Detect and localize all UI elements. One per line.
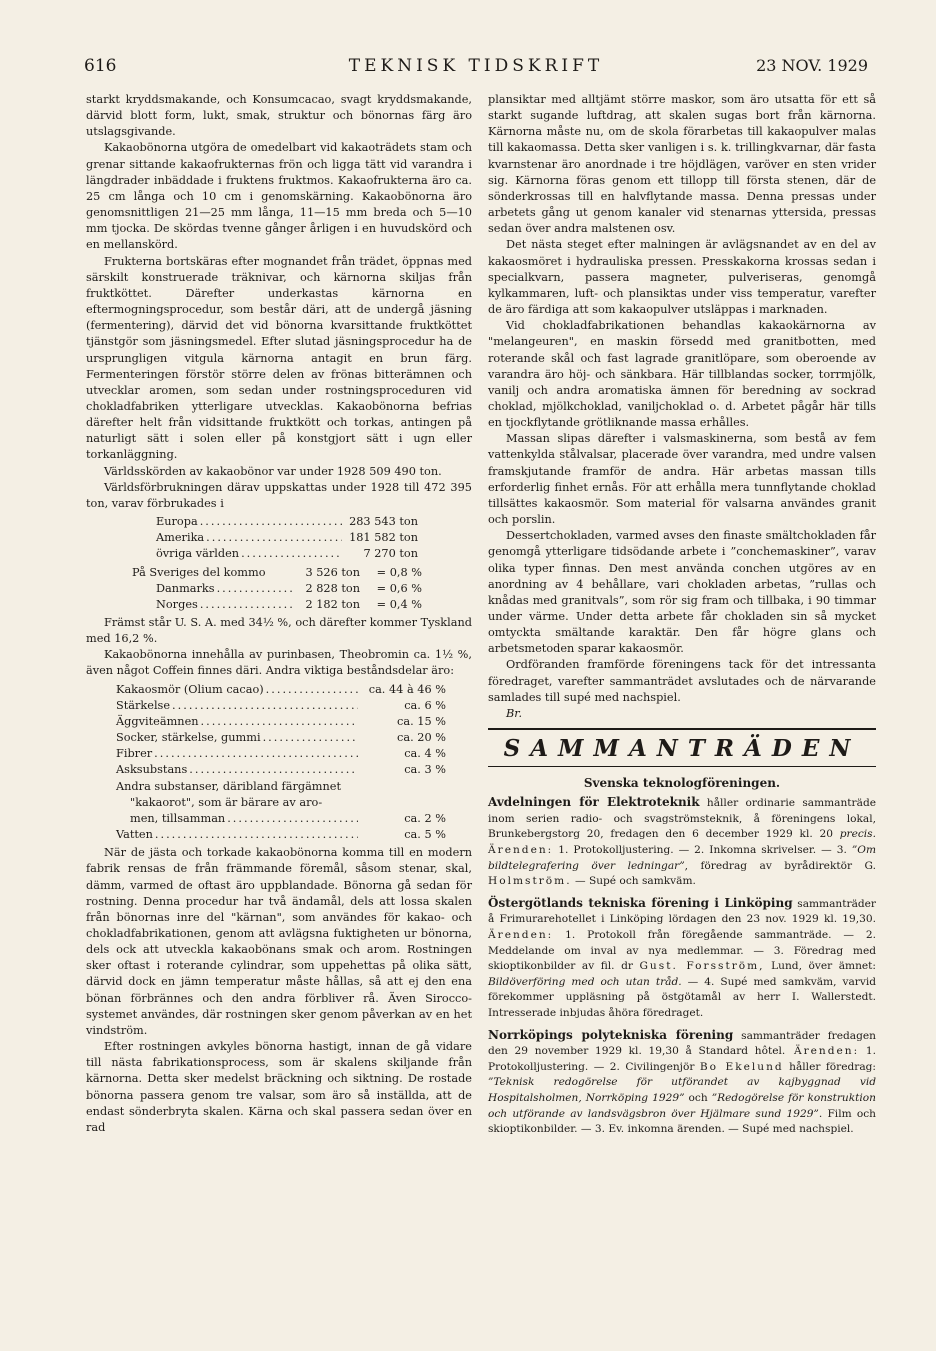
section-rule-bottom — [488, 766, 876, 767]
ann-text: ”Teknisk redogörelse för utförandet av kajbyggnad vid Hospitalsholmen, Norrköping 1929” — [488, 1076, 876, 1104]
table-row — [116, 779, 446, 795]
row-label: Äggviteämnen — [116, 714, 199, 728]
table-row — [116, 682, 446, 698]
paragraph: Kakaobönorna innehålla av purinbasen, Theobromin ca. 1½ %, även något Coffein finnes däri. Andra viktiga beståndsdelar äro: — [86, 648, 472, 678]
issue-date: 23 NOV. 1929 — [756, 56, 868, 75]
ann-text: Gust. Forsström, — [639, 960, 765, 973]
ann-text: sammanträder å Frimurarehotellet i Linköping lördagen den 23 nov. 1929 kl. 19,30. — [488, 897, 876, 926]
row-label: På Sveriges del kommo — [132, 565, 266, 579]
section-title: SAMMANTRÄDEN — [503, 735, 861, 763]
page-number: 616 — [84, 56, 117, 76]
ann-text: och — [684, 1091, 712, 1104]
ann-text: 1. Protokoll från föregående sammanträde. — 2. Meddelande om inval av nya medlemmar. — 3. Föredrag med skioptikonbilder av fil. dr — [488, 929, 876, 973]
table-row — [116, 714, 446, 730]
org-name: Norrköpings polytekniska förening — [488, 1027, 734, 1042]
row-value: 2 828 ton — [305, 581, 360, 595]
row-label: Socker, stärkelse, gummi — [116, 731, 261, 745]
signature: Br. — [506, 706, 523, 720]
ann-text: Bo Ekelund — [699, 1060, 784, 1073]
table-row — [116, 811, 446, 827]
table-row — [116, 795, 446, 811]
row-label: men, tillsamman — [130, 811, 226, 825]
ann-text: Bildöverföring med och utan tråd. — [488, 975, 682, 988]
ann-text: Ärenden: — [488, 929, 554, 941]
ann-text: , föredrag av byrådirektör G. — [684, 859, 877, 872]
row-label: Kakaosmör (Olium cacao) — [116, 682, 264, 696]
row-value: ca. 4 % — [404, 747, 446, 761]
table-row — [116, 827, 446, 843]
ann-text: — Supé och samkväm. — [571, 875, 696, 888]
row-value: ca. 3 % — [404, 763, 446, 777]
right-column — [488, 92, 876, 1144]
consumption-table — [86, 514, 418, 562]
ann-text: ”Redogörelse för konstruktion och utförande av landsvägsbron över Hjälmare sund 1929”. — [488, 1091, 876, 1120]
paragraph: Världsskörden av kakaobönor var under 1928 509 490 ton. — [104, 464, 442, 478]
ann-text: Holmström. — [488, 875, 572, 888]
row-label: Europa — [156, 515, 198, 529]
paragraph: Ordföranden framförde föreningens tack för det intressanta föredraget, varefter sammanträdet avslutades och de närvarande samlades till supé med nachspiel. — [488, 658, 876, 704]
paragraph: När de jästa och torkade kakaobönorna komma till en modern fabrik rensas de från främmande föremål, såsom stenar, skal, dämm, varmed de oftast äro uppblandade. Bönorna gå sedan för rostning. Denna procedur har två ändamål, dels att lossa skalen från bönornas inre del "kärnan", som användes för kakao- och chokladfabrikationen, genom att avlägsna fuktigheten ur bönorna, dels ock att utveckla kakaobönans smak och arom. Rostningen sker oftast i roterande cylindrar, som uppehettas på olika sätt, därvid dock en jämn temperatur måste hållas, så att ej den ena bönan förbrännes och den andra förbliver rå. Även Sirocco-systemet användes, där rostningen sker genom påverkan av en het vindström. — [86, 846, 472, 1037]
announcement-ostergotland — [488, 896, 876, 1022]
row-label: Fibrer — [116, 747, 153, 761]
paragraph: starkt kryddsmakande, och Konsumcacao, svagt kryddsmakande, därvid blott form, lukt, smak, struktur och bönornas färg äro utslagsgivande. — [86, 93, 472, 139]
ann-text: Lund, över ämnet: — [764, 960, 876, 973]
row-value: ca. 2 % — [404, 811, 446, 825]
row-label: Andra substanser, däribland färgämnet — [116, 779, 342, 793]
paragraph: Efter rostningen avkyles bönorna hastigt, innan de gå vidare till nästa fabrikationsprocess, som är skalens skiljande från kärnorna. Detta sker medelst bräckning och siktning. De rostade bönorna passera genom tre valsar, som äro så inställda, att de endast sönderbryta skalen. Kärna och skal passera sedan över en rad — [86, 1040, 472, 1134]
paragraph: Frukterna bortskäras efter mognandet från trädet, öppnas med särskilt konstruerade träknivar, och kärnorna skiljas från fruktköttet. Därefter underkastas kärnorna en eftermogningsprocedur, som består däri, att de undergå jäsning (fermentering), därvid det vid bönorna kvarsittande fruktköttet tjänstgör som jäsningsmedel. Efter slutad jäsningsprocedur ha de ursprungligen vitgula kärnorna antagit en brun färg. Fermenteringen förstör större delen av frönas bitterämnen och utvecklar aromen, som sedan under rostningsproceduren vid chokladfabriken ytterligare utvecklas. Kakaobönorna befrias därefter helt från vidsittande fruktkött och torkas, antingen på naturligt sätt i solen eller på konstgjort sätt i ugn eller torkanläggning. — [86, 254, 472, 462]
ann-text: 1. Protokolljustering. — 2. Civilingenjör — [488, 1045, 876, 1073]
org-name: Avdelningen för Elektroteknik — [488, 795, 700, 810]
ann-text: 1. Protokolljustering. — 2. Inkomna skrivelser. — 3. — [553, 844, 852, 857]
row-label: Vatten — [116, 828, 153, 842]
ann-text: Film och skioptikonbilder. — 3. Ev. inkomna ärenden. — Supé med nachspiel. — [488, 1107, 876, 1136]
row-value: 7 270 ton — [363, 547, 418, 561]
paragraph: Kakaobönorna utgöra de omedelbart vid kakaoträdets stam och grenar sittande kakaofrukternas frön och ligga tätt vid varandra i längdrader inbäddade i fruktens fruktmos. Kakaofrukterna äro ca. 25 cm långa och 10 cm i genomskärning. Kakaobönorna äro genomsnittligen 21—25 mm långa, 11—15 mm breda och 5—10 mm tjocka. De skördas tvenne gånger årligen i en huvudskörd och en mellanskörd. — [86, 141, 472, 252]
row-label: Stärkelse — [116, 698, 171, 712]
page-header — [84, 56, 868, 78]
row-label: "kakaorot", som är bärare av aro- — [130, 795, 323, 809]
row-value: 283 543 ton — [349, 515, 418, 529]
row-value: ca. 6 % — [404, 698, 446, 712]
ann-text: — 4. Supé med samkväm, varvid förekommer uppläsning på östgötamål av herr I. Wallerstedt. Intresserade inbjudas åhöra föredraget. — [488, 975, 876, 1019]
row-percent: = 0,4 % — [376, 597, 422, 611]
paragraph: Vid chokladfabrikationen behandlas kakaokärnorna av "melangeuren", en maskin försedd med granitbotten, med roterande skål och fast lagrade granitlöpare, som oberoende av varandra äro höj- och sänkbara. Här tillblandas socker, torrmjölk, vanilj och andra aromatiska ämnen för beredning av sockrad choklad, mjölkchoklad, vaniljchoklad o. d. Arbetet pågår här tills en tjockflytande grötliknande massa erhålles. — [488, 319, 876, 430]
ann-text: håller ordinarie sammanträde inom serien radio- och svagströmsteknik, å föreningens lokal, Brunkebergstorg 20, fredagen den 6 december 1929 kl. 20 — [488, 797, 876, 841]
table-row — [156, 546, 418, 562]
table-row — [132, 597, 422, 613]
row-label: Asksubstans — [116, 763, 188, 777]
table-row — [132, 581, 422, 597]
row-value: ca. 44 à 46 % — [368, 682, 446, 696]
paragraph: Världsförbrukningen därav uppskattas under 1928 till 472 395 ton, varav förbrukades i — [86, 480, 472, 510]
ann-text: ”Om bildtelegrafering över ledningar” — [488, 844, 876, 872]
row-percent: = 0,8 % — [376, 565, 422, 579]
row-label: Norges — [156, 597, 198, 611]
table-row — [116, 698, 446, 714]
table-row — [132, 565, 422, 581]
row-label: Danmarks — [156, 581, 215, 595]
ann-text: håller föredrag: — [783, 1060, 876, 1073]
ann-text: sammanträder fredagen den 29 november 1929 kl. 19,30 å Standard hôtel. — [488, 1029, 876, 1058]
components-table — [86, 682, 446, 844]
row-value: ca. 15 % — [397, 714, 446, 728]
announcement-norrkoping — [488, 1028, 876, 1138]
row-value: ca. 5 % — [404, 828, 446, 842]
journal-title: TEKNISK TIDSKRIFT — [348, 56, 604, 76]
org-name: Östergötlands tekniska förening i Linköping — [488, 895, 793, 910]
table-row — [116, 730, 446, 746]
row-label: Amerika — [156, 531, 205, 545]
paragraph: Massan slipas därefter i valsmaskinerna, som bestå av fem vattenkylda stålvalsar, placerade över varandra, med undre valsen framskjutande framför de andra. Här arbetas massan tills erforderlig finhet ernås. För att erhålla mera tunnflytande choklad tillsättes kakaosmör. Som material för valsarna användes granit och porslin. — [488, 432, 876, 527]
ann-text: precis. — [839, 828, 876, 841]
ann-text: Ärenden: — [785, 1045, 860, 1058]
row-value: 2 182 ton — [305, 597, 360, 611]
announcement-elektroteknik — [488, 795, 876, 890]
society-heading: Svenska teknologföreningen. — [583, 776, 781, 791]
paragraph: Det nästa steget efter malningen är avlägsnandet av en del av kakaosmöret i hydrauliska pressen. Presskakorna krossas sedan i specialkvarn, passera magneter, pulveriseras, genomgå kylkammaren, luft- och plansiktas under viss temperatur, varefter de äro färdiga att som kakaopulver utsläppas i marknaden. — [488, 238, 876, 317]
paragraph: Främst står U. S. A. med 34½ %, och därefter kommer Tyskland med 16,2 %. — [86, 616, 472, 646]
row-percent: = 0,6 % — [376, 581, 422, 595]
ann-text: Ärenden: — [488, 844, 554, 857]
row-value: 181 582 ton — [349, 531, 418, 545]
row-value: ca. 20 % — [397, 731, 446, 745]
row-value: 3 526 ton — [305, 565, 360, 579]
table-row — [156, 530, 418, 546]
paragraph: plansiktar med alltjämt större maskor, som äro utsatta för ett så starkt sugande luftdrag, att skalen sugas bort från kärnorna. Kärnorna måste nu, om de skola förarbetas till kakaopulver malas till kakaomassa. Detta sker vanligen i s. k. trillingkvarnar, där fasta kvarnstenar äro anordnade i tre höjdlägen, varöver en sten vrider sig. Kärnorna föras genom ett tillopp till första stenen, där de sönderkrossas till en halvflytande massa. Denna pressas under arbetets gång ut genom kanaler vid stenarnas yttersida, pressas sedan över andra malstenen osv. — [488, 93, 876, 236]
section-rule-top — [488, 728, 876, 730]
paragraph: Dessertchokladen, varmed avses den finaste smältchokladen får genomgå ytterligare tidsödande arbete i ”conchemaskiner”, varav olika typer finnas. Den mest använda conchen utgöres av en anordning av 4 behållare, vari chokladen arbetas, ”rullas och knådas med granitvals”, som rör sig fram och tillbaka, i 90 timmar under värme. Under detta arbete får chokladen sin så mycket omtyckta smältande karaktär. Den får högre glans och arbetsmetoden sparar kakaosmör. — [488, 529, 876, 656]
nordic-table — [86, 565, 422, 613]
table-row — [116, 762, 446, 778]
left-column — [86, 92, 472, 1136]
table-row — [156, 514, 418, 530]
row-label: övriga världen — [156, 547, 240, 561]
table-row — [116, 746, 446, 762]
